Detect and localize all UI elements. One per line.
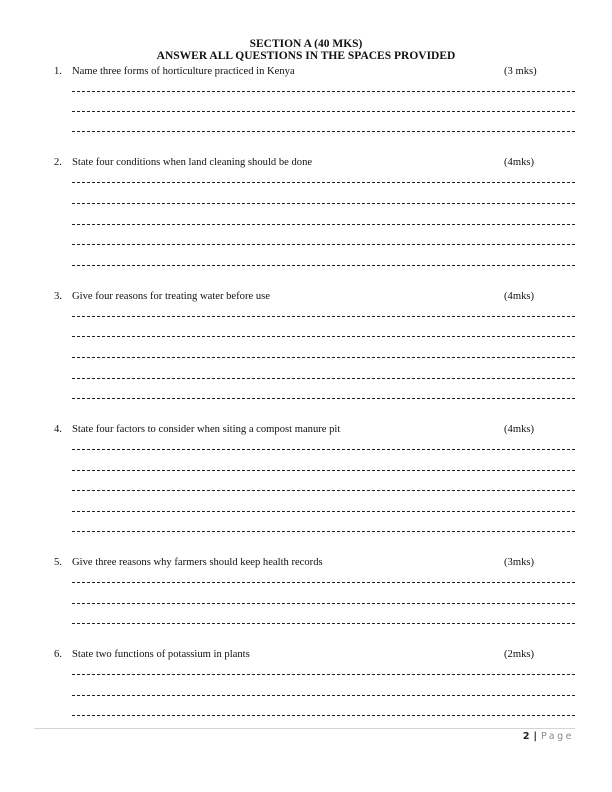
question-marks: (4mks) — [504, 291, 535, 302]
answer-line[interactable] — [72, 265, 575, 266]
section-instruction: ANSWER ALL QUESTIONS IN THE SPACES PROVIDED — [156, 50, 456, 62]
question-text: State four conditions when land cleaning should be done — [72, 157, 313, 168]
section-title: SECTION A (40 MKS) — [249, 38, 363, 50]
answer-line[interactable] — [72, 695, 575, 696]
answer-line[interactable] — [72, 91, 575, 92]
answer-line[interactable] — [72, 603, 575, 604]
answer-line[interactable] — [72, 715, 575, 716]
answer-line[interactable] — [72, 674, 575, 675]
question-text: State two functions of potassium in plants — [72, 649, 250, 660]
question-text: Name three forms of horticulture practiced in Kenya — [72, 66, 295, 77]
question-marks: (3mks) — [504, 557, 535, 568]
answer-line[interactable] — [72, 244, 575, 245]
question-number: 4. — [54, 424, 62, 435]
question-text: Give four reasons for treating water before use — [72, 291, 270, 302]
page-footer — [523, 731, 574, 742]
answer-line[interactable] — [72, 357, 575, 358]
answer-line[interactable] — [72, 224, 575, 225]
answer-line[interactable] — [72, 582, 575, 583]
question-marks: (3 mks) — [504, 66, 537, 77]
answer-line[interactable] — [72, 511, 575, 512]
answer-line[interactable] — [72, 203, 575, 204]
footer-divider — [34, 728, 575, 729]
question-number: 2. — [54, 157, 62, 168]
page-number: 2 — [522, 731, 530, 742]
page-label: Page — [541, 731, 574, 742]
question-text: State four factors to consider when siting a compost manure pit — [72, 424, 341, 435]
answer-line[interactable] — [72, 378, 575, 379]
question-number: 6. — [54, 649, 62, 660]
question-marks: (2mks) — [504, 649, 535, 660]
answer-line[interactable] — [72, 336, 575, 337]
answer-line[interactable] — [72, 316, 575, 317]
answer-line[interactable] — [72, 398, 575, 399]
answer-line[interactable] — [72, 623, 575, 624]
question-number: 5. — [54, 557, 62, 568]
answer-line[interactable] — [72, 131, 575, 132]
question-marks: (4mks) — [504, 157, 535, 168]
answer-line[interactable] — [72, 449, 575, 450]
answer-line[interactable] — [72, 490, 575, 491]
answer-line[interactable] — [72, 531, 575, 532]
question-number: 3. — [54, 291, 62, 302]
page-separator: | — [533, 731, 538, 742]
answer-line[interactable] — [72, 470, 575, 471]
question-number: 1. — [54, 66, 62, 77]
question-text: Give three reasons why farmers should keep health records — [72, 557, 323, 568]
answer-line[interactable] — [72, 111, 575, 112]
answer-line[interactable] — [72, 182, 575, 183]
question-marks: (4mks) — [504, 424, 535, 435]
